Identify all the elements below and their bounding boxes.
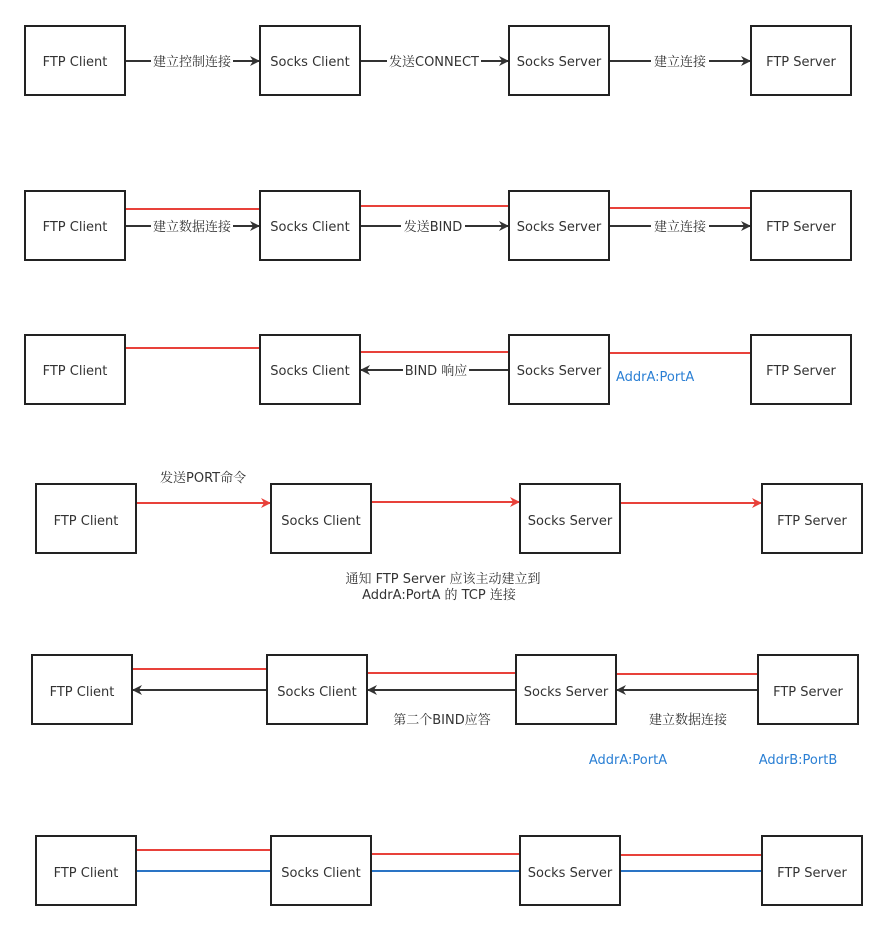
row-2 bbox=[25, 191, 851, 260]
node-label: FTP Server bbox=[773, 685, 843, 700]
node-label: Socks Client bbox=[270, 55, 350, 70]
node-label: Socks Client bbox=[277, 685, 357, 700]
edge-label: 建立连接 bbox=[653, 55, 707, 70]
addr-annotation-a: AddrA:PortA bbox=[588, 753, 668, 768]
note-line-2: AddrA:PortA 的 TCP 连接 bbox=[362, 588, 516, 603]
node-label: FTP Client bbox=[42, 55, 108, 70]
node-label: FTP Server bbox=[766, 220, 836, 235]
node-label: Socks Server bbox=[516, 220, 602, 235]
node-label: FTP Client bbox=[42, 364, 108, 379]
node-label: FTP Client bbox=[53, 866, 119, 881]
edge-label: 发送CONNECT bbox=[389, 55, 479, 70]
edge-label: 发送BIND bbox=[403, 220, 463, 235]
node-label: Socks Server bbox=[527, 866, 613, 881]
edge-label: 发送PORT命令 bbox=[160, 471, 247, 486]
node-label: Socks Server bbox=[523, 685, 609, 700]
node-label: FTP Client bbox=[49, 685, 115, 700]
edge-label: 第二个BIND应答 bbox=[393, 713, 491, 728]
row-6 bbox=[36, 836, 862, 905]
node-label: FTP Server bbox=[766, 364, 836, 379]
edge-label: BIND 响应 bbox=[404, 364, 468, 379]
node-label: FTP Server bbox=[777, 514, 847, 529]
edge-label: 建立连接 bbox=[653, 220, 707, 235]
row-3 bbox=[25, 335, 851, 404]
edge-label: 建立数据连接 bbox=[152, 220, 232, 235]
row-1 bbox=[25, 26, 851, 95]
node-label: Socks Client bbox=[270, 220, 350, 235]
node-label: FTP Client bbox=[53, 514, 119, 529]
node-label: FTP Server bbox=[766, 55, 836, 70]
row-5 bbox=[32, 655, 858, 768]
addr-annotation-b: AddrB:PortB bbox=[758, 753, 838, 768]
edge-label: 建立控制连接 bbox=[152, 55, 232, 70]
addr-annotation: AddrA:PortA bbox=[616, 370, 695, 385]
node-label: Socks Server bbox=[527, 514, 613, 529]
node-label: Socks Client bbox=[281, 866, 361, 881]
note-line-1: 通知 FTP Server 应该主动建立到 bbox=[345, 572, 541, 587]
row-4 bbox=[36, 470, 862, 603]
node-label: Socks Client bbox=[270, 364, 350, 379]
node-label: FTP Server bbox=[777, 866, 847, 881]
node-label: Socks Client bbox=[281, 514, 361, 529]
edge-label: 建立数据连接 bbox=[648, 713, 728, 728]
node-label: Socks Server bbox=[516, 55, 602, 70]
node-label: FTP Client bbox=[42, 220, 108, 235]
node-label: Socks Server bbox=[516, 364, 602, 379]
